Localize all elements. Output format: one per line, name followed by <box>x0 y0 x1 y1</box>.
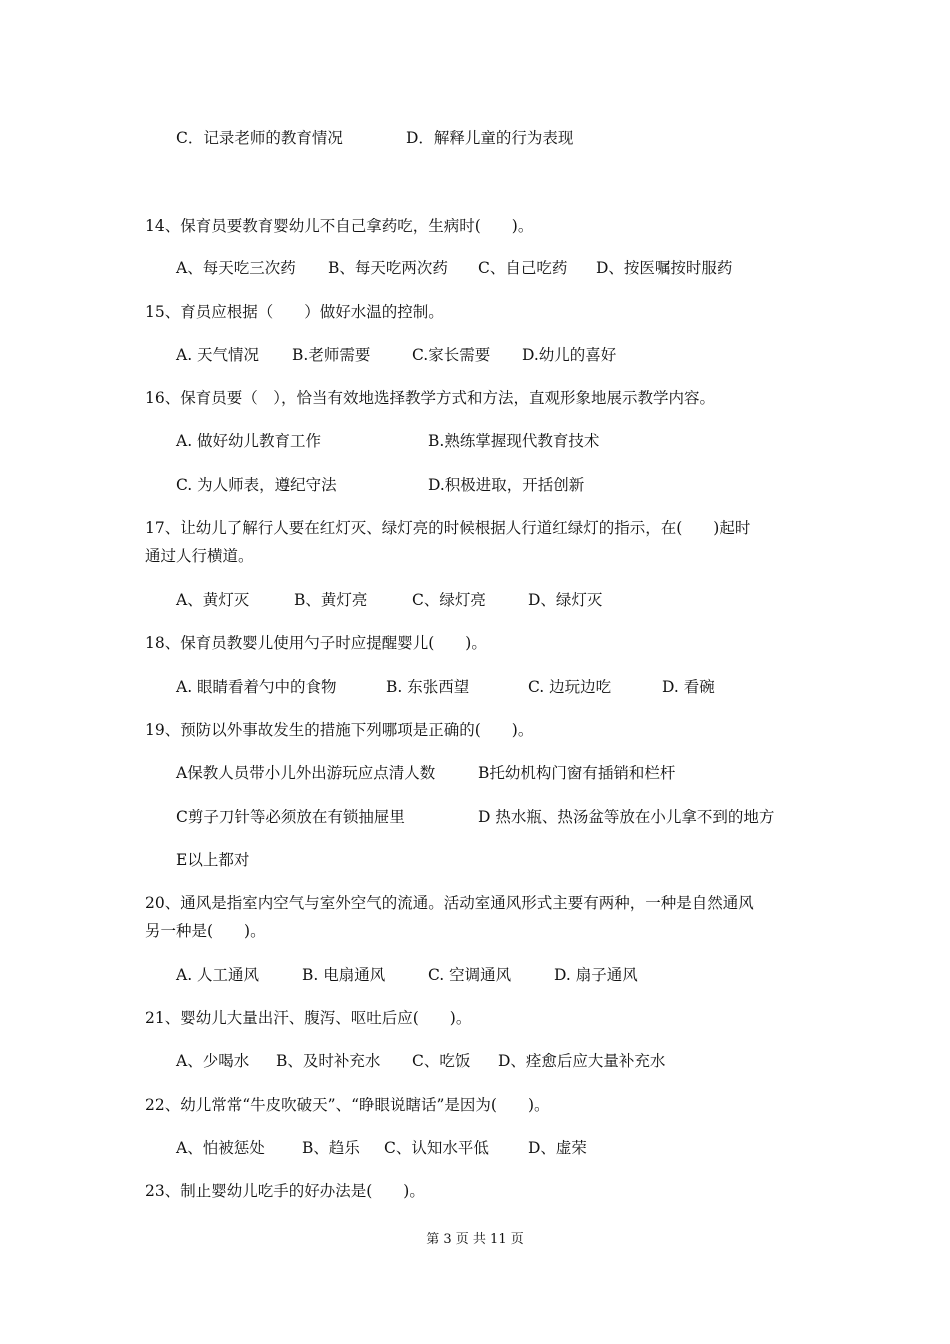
answer-option: B.熟练掌握现代教育技术 <box>428 432 600 450</box>
answer-option: C. 空调通风 <box>428 966 512 984</box>
answer-option: A保教人员带小儿外出游玩应点清人数 <box>176 764 436 782</box>
question-text: 17、让幼儿了解行人要在红灯灭、绿灯亮的时候根据人行道红绿灯的指示，在( )起时 <box>145 519 751 537</box>
answer-option: A、怕被惩处 <box>176 1139 265 1157</box>
answer-option: D.积极进取，开括创新 <box>428 476 585 494</box>
answer-option: E以上都对 <box>176 851 250 869</box>
answer-option: C.家长需要 <box>412 346 491 364</box>
answer-option: D.幼儿的喜好 <box>522 346 617 364</box>
answer-option: D、痊愈后应大量补充水 <box>498 1052 666 1070</box>
question-text: 23、制止婴幼儿吃手的好办法是( )。 <box>145 1182 425 1200</box>
answer-option: B. 电扇通风 <box>302 966 386 984</box>
answer-option: C. 为人师表，遵纪守法 <box>176 476 337 494</box>
answer-option: D. 看碗 <box>662 678 715 696</box>
question-text: 21、婴幼儿大量出汗、腹泻、呕吐后应( )。 <box>145 1009 472 1027</box>
question-text: 18、保育员教婴儿使用勺子时应提醒婴儿( )。 <box>145 634 487 652</box>
answer-option: A. 天气情况 <box>176 346 260 364</box>
question-text: 14、保育员要教育婴幼儿不自己拿药吃，生病时( )。 <box>145 217 534 235</box>
question-text: 20、通风是指室内空气与室外空气的流通。活动室通风形式主要有两种，一种是自然通风 <box>145 894 754 912</box>
answer-option: B、趋乐 <box>302 1139 360 1157</box>
answer-option: C. 边玩边吃 <box>528 678 612 696</box>
answer-option: B、每天吃两次药 <box>328 259 448 277</box>
answer-option: B. 东张西望 <box>386 678 470 696</box>
question-text: 22、幼儿常常“牛皮吹破天”、“睁眼说瞎话”是因为( )。 <box>145 1096 550 1114</box>
answer-option: D、虚荣 <box>528 1139 587 1157</box>
question-text: 通过人行横道。 <box>145 547 254 565</box>
answer-option: B、及时补充水 <box>276 1052 381 1070</box>
answer-option: A. 人工通风 <box>176 966 260 984</box>
answer-option: D、按医嘱按时服药 <box>596 259 733 277</box>
question-text: 16、保育员要（ ），恰当有效地选择教学方式和方法，直观形象地展示教学内容。 <box>145 389 715 407</box>
answer-option: A. 做好幼儿教育工作 <box>176 432 322 450</box>
answer-option: C、绿灯亮 <box>412 591 486 609</box>
answer-option: A、少喝水 <box>176 1052 250 1070</box>
answer-option: C剪子刀针等必须放在有锁抽屉里 <box>176 808 405 826</box>
answer-option: C、认知水平低 <box>384 1139 489 1157</box>
question-text: 另一种是( )。 <box>145 922 266 940</box>
answer-option: B托幼机构门窗有插销和栏杆 <box>478 764 676 782</box>
answer-option: D、绿灯灭 <box>528 591 603 609</box>
answer-option: B、黄灯亮 <box>294 591 368 609</box>
question-text: 19、预防以外事故发生的措施下列哪项是正确的( )。 <box>145 721 534 739</box>
page-footer: 第 3 页 共 11 页 <box>426 1232 524 1247</box>
answer-option: B.老师需要 <box>292 346 371 364</box>
answer-option: D 热水瓶、热汤盆等放在小儿拿不到的地方 <box>478 808 775 826</box>
answer-option: A. 眼睛看着勺中的食物 <box>176 678 337 696</box>
answer-option: A、每天吃三次药 <box>176 259 296 277</box>
answer-option: A、黄灯灭 <box>176 591 250 609</box>
question-text: 15、育员应根据（ ）做好水温的控制。 <box>145 303 444 321</box>
answer-option: D. 扇子通风 <box>554 966 638 984</box>
answer-option: C、自己吃药 <box>478 259 568 277</box>
answer-option: C．记录老师的教育情况 <box>176 129 343 147</box>
answer-option: D．解释儿童的行为表现 <box>406 129 574 147</box>
answer-option: C、吃饭 <box>412 1052 471 1070</box>
